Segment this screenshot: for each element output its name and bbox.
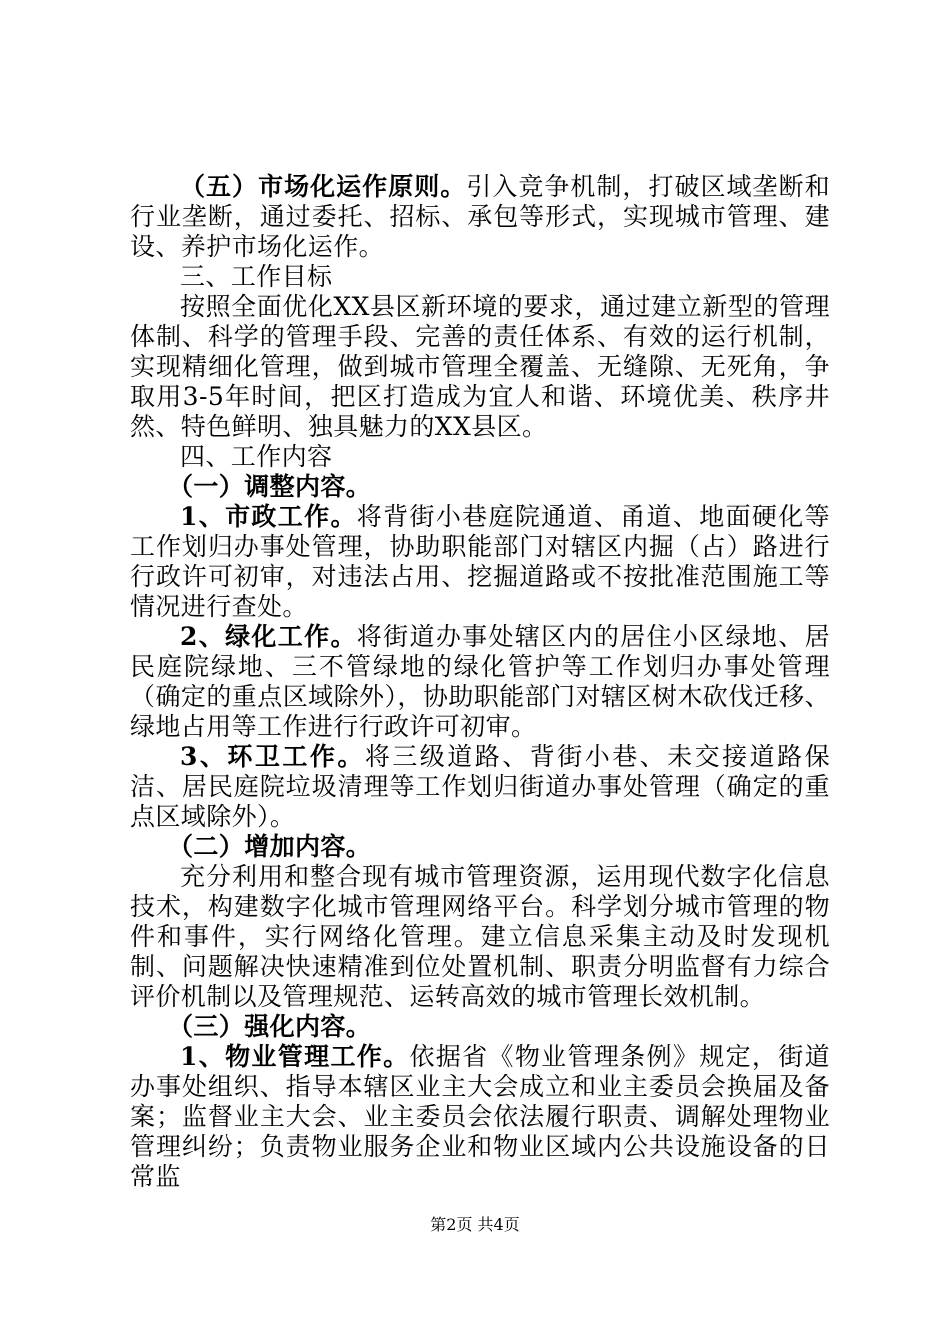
subheading-text: （二）增加内容。 (168, 832, 372, 861)
subheading-text: （三）强化内容。 (168, 1012, 372, 1041)
paragraph-text: 将街道办事处辖区内的居住小区绿地、居民庭院绿地、三不管绿地的绿化管护等工作划归办事处管理（确定的重点区域除外），协助职能部门对辖区树木砍伐迁移、绿地占用等工作进行行政许可初审。 (130, 622, 831, 741)
paragraph-lead: （五）市场化运作原则。 (180, 172, 467, 201)
paragraph-text: 将背街小巷庭院通道、甬道、地面硬化等工作划归办事处管理，协助职能部门对辖区内掘（占）路进行行政许可初审，对违法占用、挖掘道路或不按批准范围施工等情况进行查处。 (130, 502, 831, 621)
paragraph-text: 引入竞争机制，打破区域垄断和行业垄断，通过委托、招标、承包等形式，实现城市管理、建设、养护市场化运作。 (130, 172, 830, 261)
document-body (130, 172, 830, 1192)
subheading-adjust (130, 472, 830, 502)
paragraph-digital: 充分利用和整合现有城市管理资源，运用现代数字化信息技术，构建数字化城市管理网络平台。科学划分城市管理的物件和事件，实行网络化管理。建立信息采集主动及时发现机制、问题解决快速精准到位处置机制、职责分明监督有力综合评价机制以及管理规范、运转高效的城市管理长效机制。 (130, 862, 830, 1011)
paragraph-market-principle (130, 172, 830, 262)
subheading-text: （一）调整内容。 (168, 472, 372, 501)
paragraph-goals: 按照全面优化XX县区新环境的要求，通过建立新型的管理体制、科学的管理手段、完善的责任体系、有效的运行机制，实现精细化管理，做到城市管理全覆盖、无缝隙、无死角，争取用3-5年时间，把区打造成为宜人和谐、环境优美、秩序井然、特色鲜明、独具魅力的XX县区。 (130, 292, 830, 441)
paragraph-sanitation (130, 742, 830, 832)
paragraph-lead: 2、绿化工作。 (180, 622, 357, 651)
section-heading-goals: 三、工作目标 (180, 262, 333, 291)
subheading-add (130, 832, 830, 862)
paragraph-text: 将三级道路、背街小巷、未交接道路保洁、居民庭院垃圾清理等工作划归街道办事处管理（确定的重点区域除外）。 (130, 742, 830, 831)
paragraph-property (130, 1042, 830, 1192)
paragraph-text: 依据省《物业管理条例》规定，街道办事处组织、指导本辖区业主大会成立和业主委员会换届及备案；监督业主大会、业主委员会依法履行职责、调解处理物业管理纠纷；负责物业服务企业和物业区域内公共设施设备的日常监 (130, 1042, 830, 1191)
paragraph-lead: 1、市政工作。 (180, 502, 357, 531)
section-heading-content: 四、工作内容 (180, 442, 333, 471)
paragraph-greening (130, 622, 830, 742)
paragraph-lead: 3、环卫工作。 (180, 742, 365, 771)
paragraph-municipal (130, 502, 830, 622)
paragraph-lead: 1、物业管理工作。 (180, 1042, 410, 1071)
page-footer: 第2页 共4页 (430, 1215, 520, 1234)
subheading-strengthen (130, 1012, 830, 1042)
